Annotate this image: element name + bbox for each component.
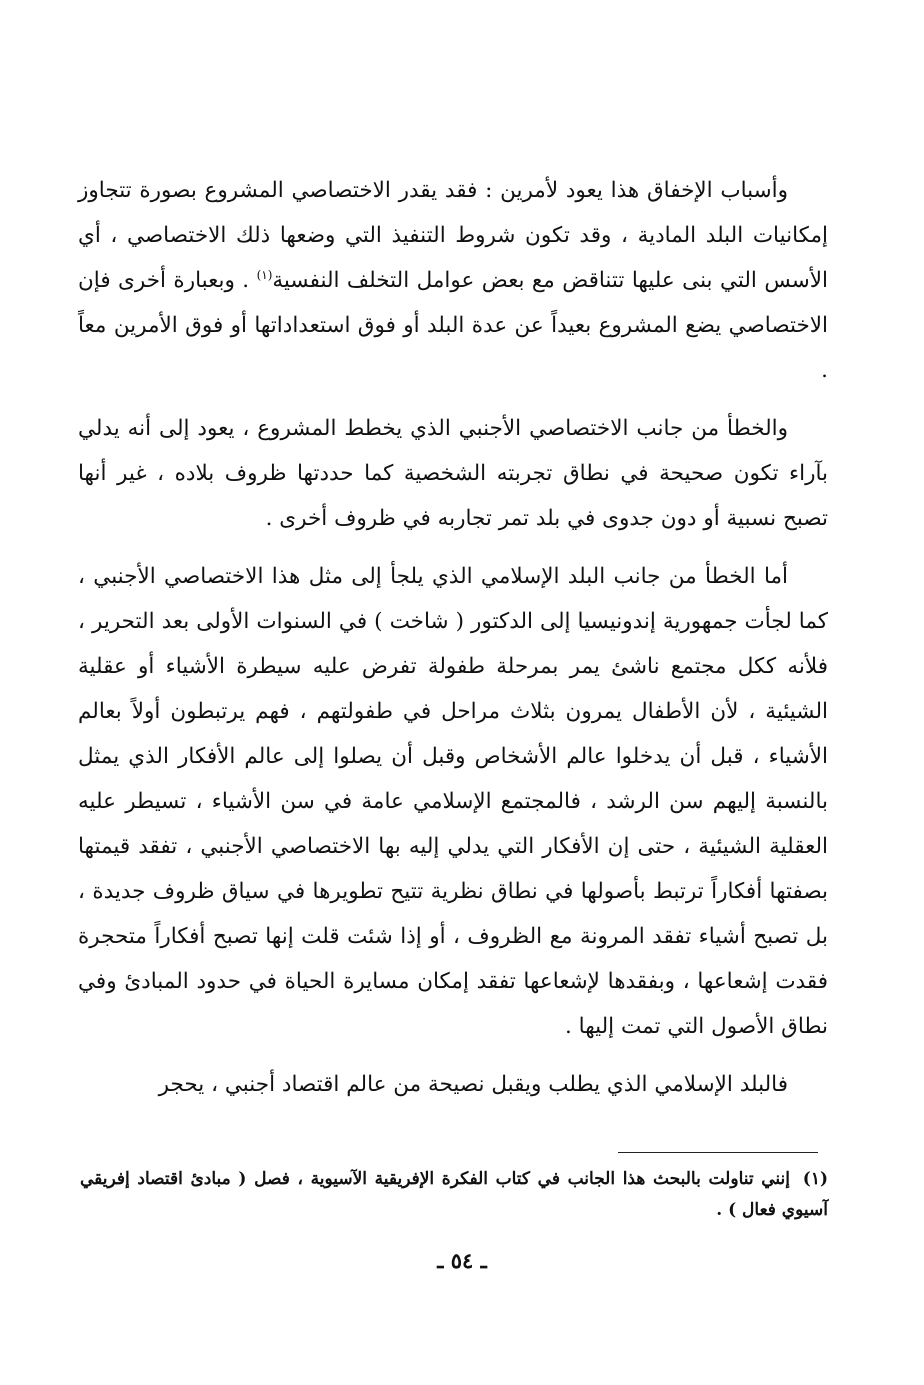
footnote-divider — [618, 1152, 818, 1153]
page-number: ـ ٥٤ ـ — [437, 1248, 487, 1273]
footnote-text: إنني تناولت بالبحث هذا الجانب في كتاب الفكرة الإفريقية الآسيوية ، فصل ( مبادئ اقتصاد إفريقي آسيوي فعال ) . — [80, 1169, 828, 1220]
paragraph-1-text-continued: . وبعبارة أخرى فإن الاختصاصي يضع المشروع بعيداً عن عدة البلد أو فوق استعداداتها أو فوق الأمرين معاً . — [78, 268, 828, 383]
paragraph-2: والخطأ من جانب الاختصاصي الأجنبي الذي يخطط المشروع ، يعود إلى أنه يدلي بآراء تكون صحيحة في نطاق تجربته الشخصية كما حددتها ظروف بلاده ، غير أنها تصبح نسبية أو دون جدوى في بلد تمر تجاربه في ظروف أخرى . — [78, 416, 828, 531]
paragraph-1-text: وأسباب الإخفاق هذا يعود لأمرين : فقد يقدر الاختصاصي المشروع بصورة تتجاوز إمكانيات البلد المادية ، وقد تكون شروط التنفيذ التي وضعها ذلك الاختصاصي ، أي الأسس التي بنى عليها تتناقض مع بعض عوامل التخلف النفسية — [78, 178, 828, 293]
paragraph-4: فالبلد الإسلامي الذي يطلب ويقبل نصيحة من عالم اقتصاد أجنبي ، يحجر — [158, 1072, 788, 1097]
paragraph-3: أما الخطأ من جانب البلد الإسلامي الذي يلجأ إلى مثل هذا الاختصاصي الأجنبي ، كما لجأت جمهورية إندونيسيا إلى الدكتور ( شاخت ) في السنوات الأولى بعد التحرير ، فلأنه ككل مجتمع ناشئ يمر بمرحلة طفولة تفرض عليه سيطرة الأشياء أو عقلية الشيئية ، لأن الأطفال يمرون بثلاث مراحل في طفولتهم ، فهم يرتبطون أولاً بعالم الأشياء ، قبل أن يدخلوا عالم الأشخاص وقبل أن يصلوا إلى عالم الأفكار الذي يمثل بالنسبة إليهم سن الرشد ، فالمجتمع الإسلامي عامة في سن الأشياء ، تسيطر عليه العقلية الشيئية ، حتى إن الأفكار التي يدلي إليه بها الاختصاصي الأجنبي ، تفقد قيمتها بصفتها أفكاراً ترتبط بأصولها في نطاق نظرية تتيح تطويرها في سياق ظروف جديدة ، بل تصبح أشياء تفقد المرونة مع الظروف ، أو إذا شئت قلت إنها تصبح أفكاراً متحجرة فقدت إشعاعها ، وبفقدها لإشعاعها تفقد إمكان مسايرة الحياة في حدود المبادئ وفي نطاق الأصول التي تمت إليها . — [78, 564, 828, 1039]
footnote — [80, 1164, 828, 1226]
footnote-reference: (١) — [256, 267, 273, 282]
body-text — [78, 168, 828, 1107]
footnote-number: (١) — [802, 1169, 828, 1189]
paragraph-1 — [78, 168, 828, 393]
